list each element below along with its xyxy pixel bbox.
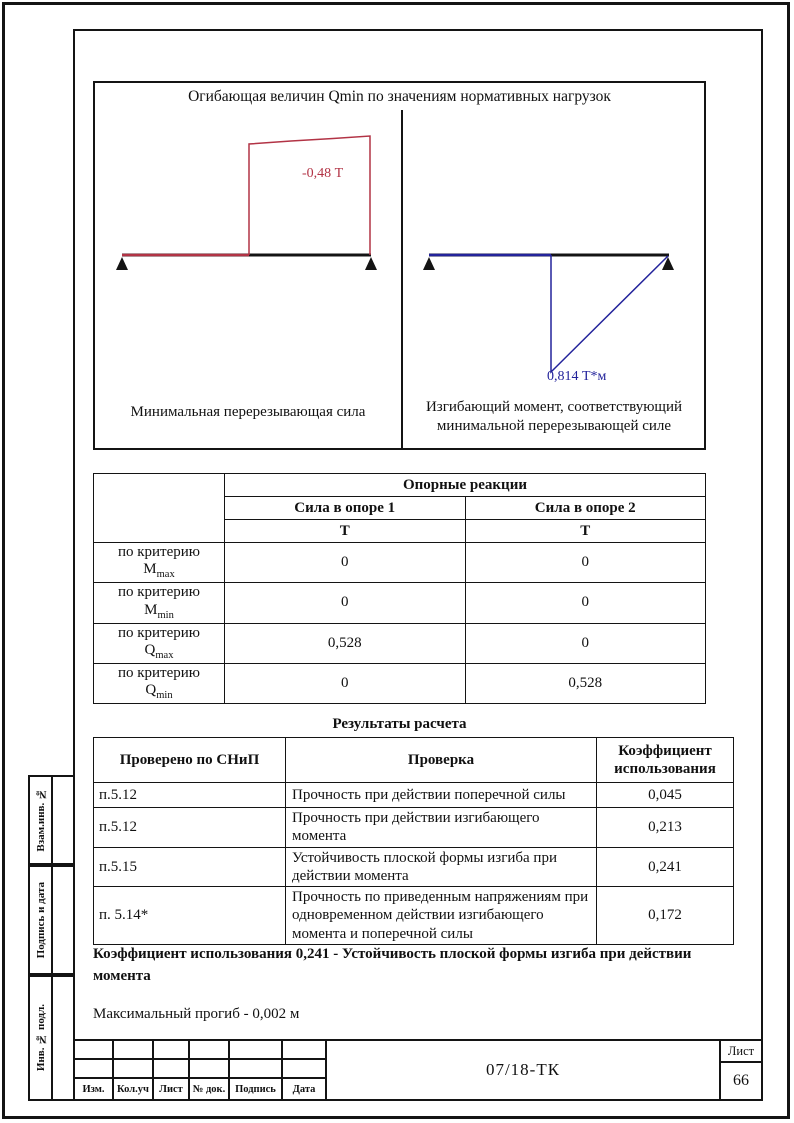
diagram-box [93,81,706,450]
side-stamp-cell [28,775,75,865]
side-stamp-label-area [30,777,53,863]
check-description: Устойчивость плоской формы изгиба при действии момента [286,847,597,887]
usage-coefficient: 0,241 [597,847,734,887]
revision-cell [190,1041,230,1058]
table-row [94,623,706,663]
shear-diagram-caption: Минимальная перерезывающая сила [130,404,366,420]
snip-code: п.5.15 [94,847,286,887]
criterion-mmin: по критерию $M_{min}$ [94,583,225,623]
title-block [73,1039,763,1101]
revision-cell [283,1041,327,1058]
label-data: Дата [283,1079,327,1099]
check-description: Прочность при действии изгибающего момента [286,808,597,848]
governing-check-summary: Коэффициент использования 0,241 - Устойчивость плоской формы изгиба при действии момента [93,946,692,984]
label-izm: Изм. [75,1079,114,1099]
side-stamp-cell [28,975,75,1101]
table-row [94,543,706,583]
revision-cell [114,1060,154,1077]
table-row [94,783,734,808]
table-row [94,474,706,497]
revision-cell [75,1041,114,1058]
moment-envelope-outline [551,255,668,372]
revision-grid [75,1041,327,1099]
reactions-unit1: Т [225,520,466,543]
side-label-podpis-data: Подпись и дата [34,881,47,959]
sheet-label: Лист [721,1041,761,1063]
reactions-unit2: Т [465,520,706,543]
check-description: Прочность при действии поперечной силы [286,783,597,808]
side-label-inv-podl: Инв. № подл. [34,1004,47,1072]
reactions-table [93,473,706,704]
revision-cell [230,1041,283,1058]
shear-value-label: -0,48 Т [302,166,344,181]
revision-cell [230,1060,283,1077]
results-heading: Результаты расчета [332,716,467,732]
results-header-snip: Проверено по СНиП [94,738,286,783]
sheet-number: 66 [733,1072,749,1089]
moment-diagram-caption: Изгибающий момент, соответствующий минимальной перерезывающей силе [425,399,683,434]
document-number: 07/18-ТК [327,1041,721,1099]
table-row [94,808,734,848]
support-triangle-left [116,257,128,270]
label-list: Лист [154,1079,190,1099]
table-row [94,583,706,623]
revision-cell [114,1041,154,1058]
label-dok: № док. [190,1079,230,1099]
reactions-col1-header: Сила в опоре 1 [225,497,466,520]
revision-cell [154,1060,190,1077]
criterion-mmax: по критерию $M_{max}$ [94,543,225,583]
revision-row [75,1060,327,1079]
moment-diagram-panel [403,110,704,448]
max-deflection-text: Максимальный прогиб - 0,002 м [93,1006,300,1022]
snip-code: п.5.12 [94,808,286,848]
results-header-coefficient: Коэффициент использования [597,738,734,783]
reaction-value: 0 [225,543,466,583]
reactions-col2-header: Сила в опоре 2 [465,497,706,520]
revision-cell [283,1060,327,1077]
side-stamp-label-area [30,977,53,1099]
usage-coefficient: 0,213 [597,808,734,848]
reaction-value: 0 [465,583,706,623]
revision-labels-row [75,1079,327,1099]
reaction-value: 0 [225,583,466,623]
shear-diagram-panel [95,110,401,448]
shear-envelope-outline [249,136,370,255]
label-koluch: Кол.уч [114,1079,154,1099]
check-description: Прочность по приведенным напряжениям при одновременном действии изгибающего момента и поперечной силы [286,887,597,945]
table-row [94,663,706,703]
table-row [94,887,734,945]
results-table [93,737,734,945]
usage-coefficient: 0,045 [597,783,734,808]
snip-code: п. 5.14* [94,887,286,945]
reaction-value: 0 [465,623,706,663]
label-podpis: Подпись [230,1079,283,1099]
support-triangle-left [423,257,435,270]
criterion-qmin: по критерию $Q_{min}$ [94,663,225,703]
diagram-title: Огибающая величин Qmin по значениям нормативных нагрузок [188,88,611,105]
side-stamp-cell [28,865,75,975]
sheet-box [721,1041,761,1099]
moment-value-label: 0,814 Т*м [547,369,607,384]
table-row [94,738,734,783]
usage-coefficient: 0,172 [597,887,734,945]
reactions-corner-cell [94,474,225,543]
reactions-title-cell: Опорные реакции [225,474,706,497]
support-triangle-right [365,257,377,270]
criterion-qmax: по критерию $Q_{max}$ [94,623,225,663]
revision-cell [154,1041,190,1058]
revision-cell [75,1060,114,1077]
side-stamp-label-area [30,867,53,973]
side-label-vzam-inv: Взам.инв. № [34,788,47,852]
reaction-value: 0,528 [465,663,706,703]
table-row [94,847,734,887]
revision-cell [190,1060,230,1077]
reaction-value: 0,528 [225,623,466,663]
results-header-check: Проверка [286,738,597,783]
shear-diagram-svg [95,110,401,448]
revision-row [75,1041,327,1060]
reaction-value: 0 [225,663,466,703]
reaction-value: 0 [465,543,706,583]
snip-code: п.5.12 [94,783,286,808]
support-triangle-right [662,257,674,270]
